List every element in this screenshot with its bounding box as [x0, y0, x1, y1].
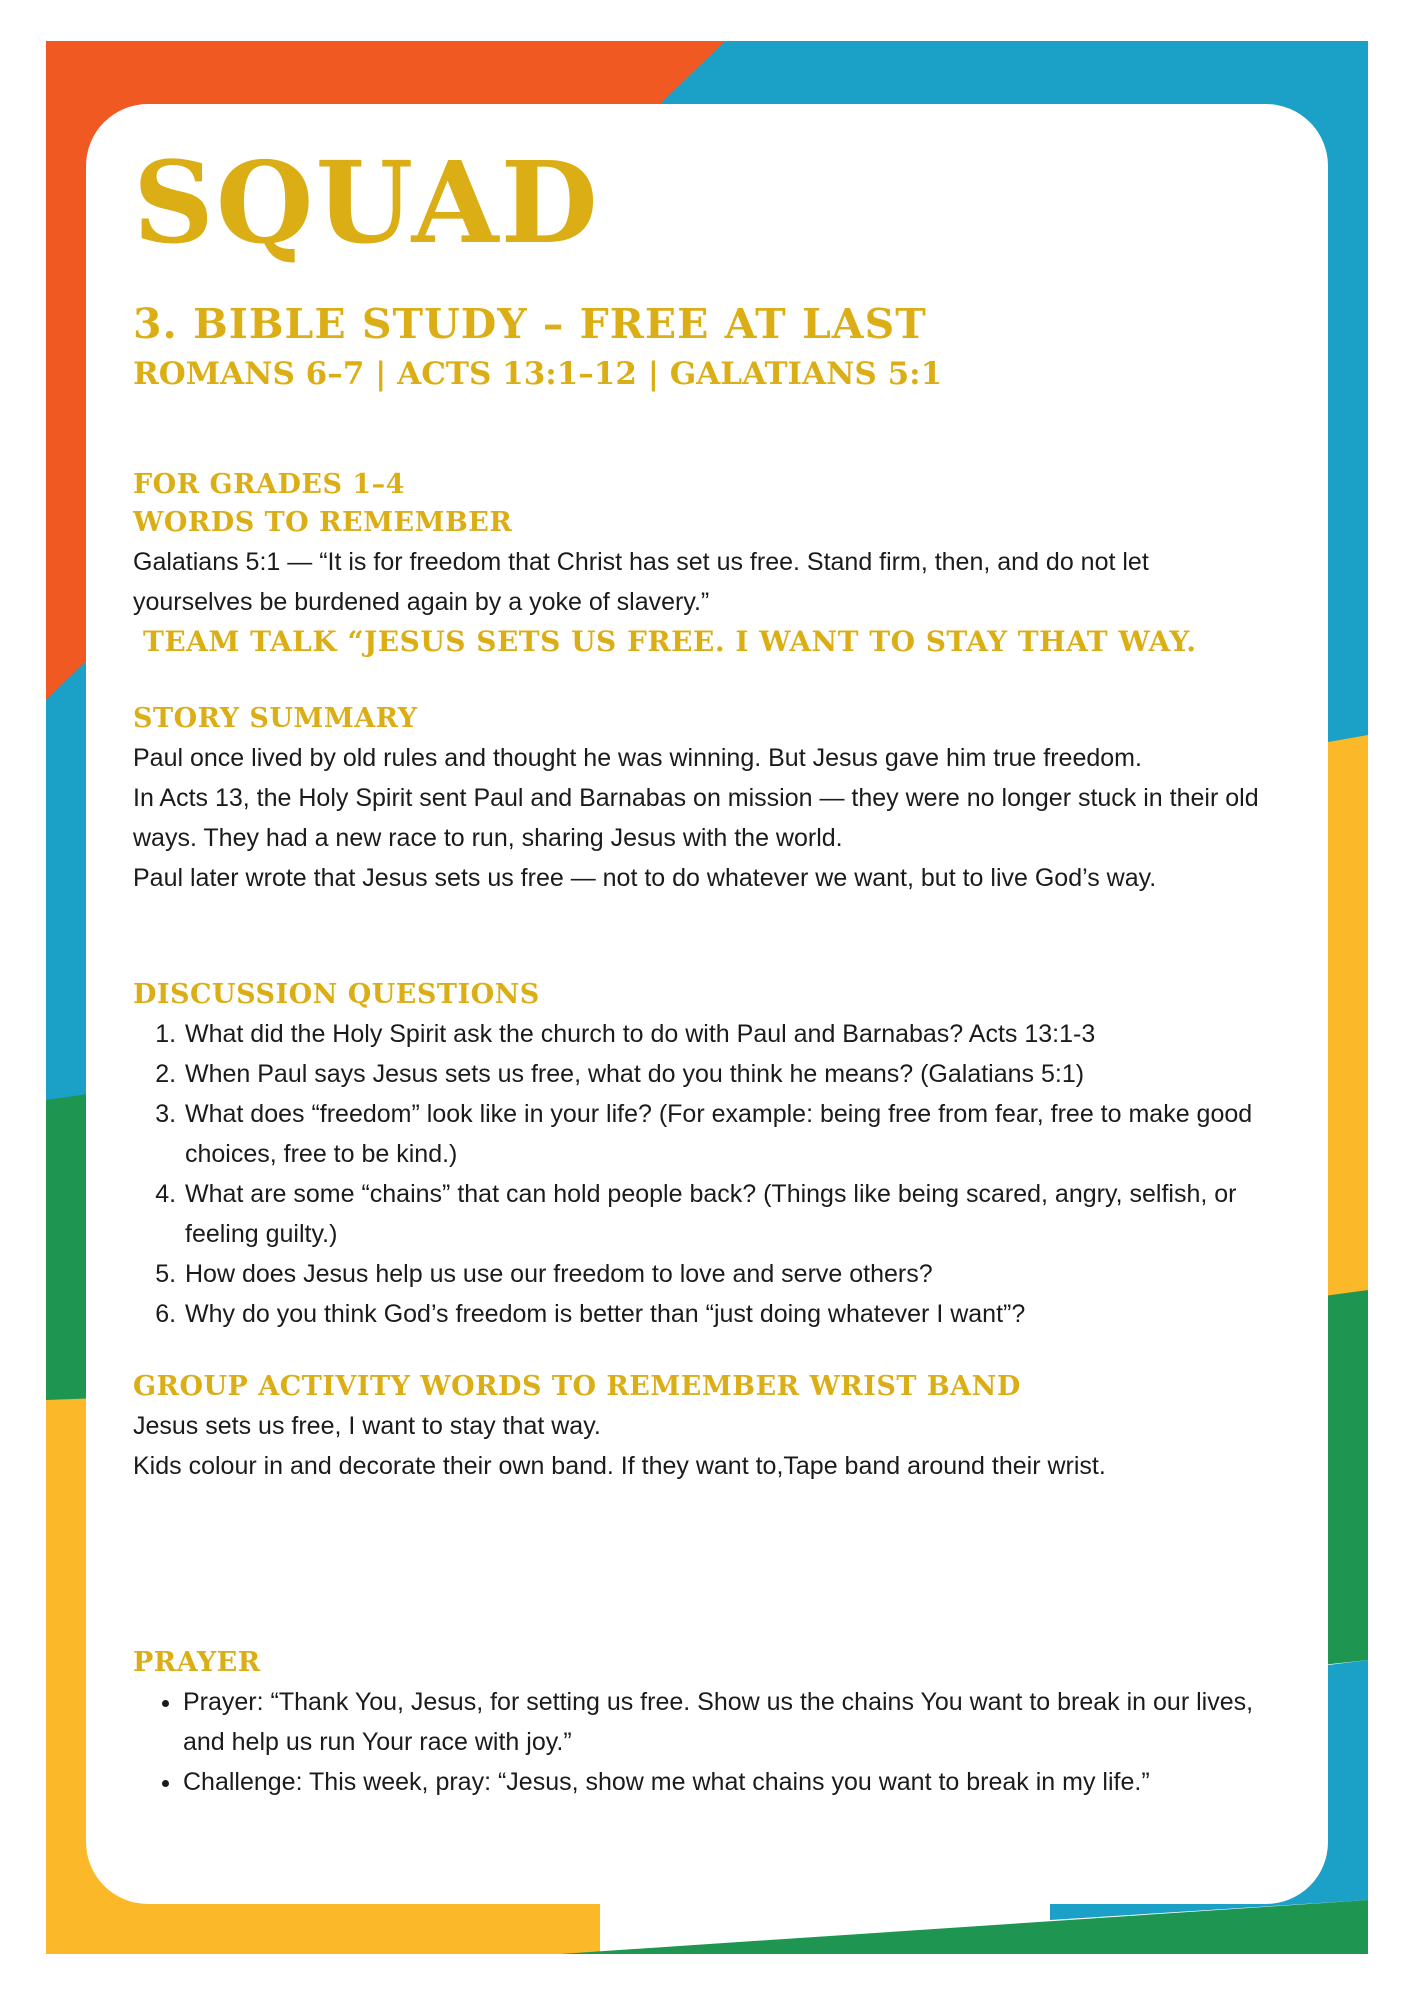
prayer-item: • Challenge: This week, pray: “Jesus, show me what chains you want to break in my life.”: [183, 1762, 1273, 1802]
discussion-question: 2. When Paul says Jesus sets us free, what do you think he means? (Galatians 5:1): [183, 1054, 1273, 1094]
discussion-question: 1. What did the Holy Spirit ask the church to do with Paul and Barnabas? Acts 13:1-3: [183, 1014, 1273, 1054]
story-summary-line: Paul later wrote that Jesus sets us free — not to do whatever we want, but to live God’s way.: [133, 864, 1157, 892]
memory-verse-text: Galatians 5:1 — “It is for freedom that Christ has set us free. Stand firm, then, and do not let yourselves be burdened again by a yoke of slavery.”: [133, 548, 1149, 616]
memory-verse-heading: WORDS TO REMEMBER: [133, 507, 513, 538]
prayer-heading: PRAYER: [133, 1647, 261, 1678]
discussion-heading: DISCUSSION QUESTIONS: [133, 979, 540, 1010]
story-summary-heading: STORY SUMMARY: [133, 703, 418, 734]
activity-line: Jesus sets us free, I want to stay that way.: [133, 1412, 601, 1440]
discussion-question: 5. How does Jesus help us use our freedom to love and serve others?: [183, 1254, 1273, 1294]
discussion-questions-list: [133, 1014, 1273, 1334]
story-summary-line: In Acts 13, the Holy Spirit sent Paul and Barnabas on mission — they were no longer stuck in their old ways. They had a new race to run, sharing Jesus with the world.: [133, 784, 1259, 852]
scripture-references: ROMANS 6–7 | ACTS 13:1–12 | GALATIANS 5:1: [133, 356, 943, 392]
team-talk: TEAM TALK “JESUS SETS US FREE. I WANT TO STAY THAT WAY.: [143, 625, 1197, 658]
discussion-question: 4. What are some “chains” that can hold people back? (Things like being scared, angry, selfish, or feeling guilty.): [183, 1174, 1273, 1254]
story-summary-line: Paul once lived by old rules and thought he was winning. But Jesus gave him true freedom.: [133, 744, 1142, 772]
prayer-list: [133, 1682, 1273, 1802]
discussion-question: 6. Why do you think God’s freedom is better than “just doing whatever I want”?: [183, 1294, 1273, 1334]
grades-heading: FOR GRADES 1–4: [133, 469, 405, 500]
activity-line: Kids colour in and decorate their own band. If they want to,Tape band around their wrist.: [133, 1452, 1106, 1480]
discussion-question: 3. What does “freedom” look like in your life? (For example: being free from fear, free to make good choices, free to be kind.): [183, 1094, 1273, 1174]
document-content: [133, 138, 1273, 1802]
group-activity-heading: GROUP ACTIVITY WORDS TO REMEMBER WRIST BAND: [133, 1371, 1021, 1402]
page-title: SQUAD: [133, 138, 600, 269]
lesson-title: 3. BIBLE STUDY – FREE AT LAST: [133, 300, 927, 348]
prayer-item: • Prayer: “Thank You, Jesus, for setting us free. Show us the chains You want to break in our lives, and help us run Your race with joy.”: [183, 1682, 1273, 1762]
